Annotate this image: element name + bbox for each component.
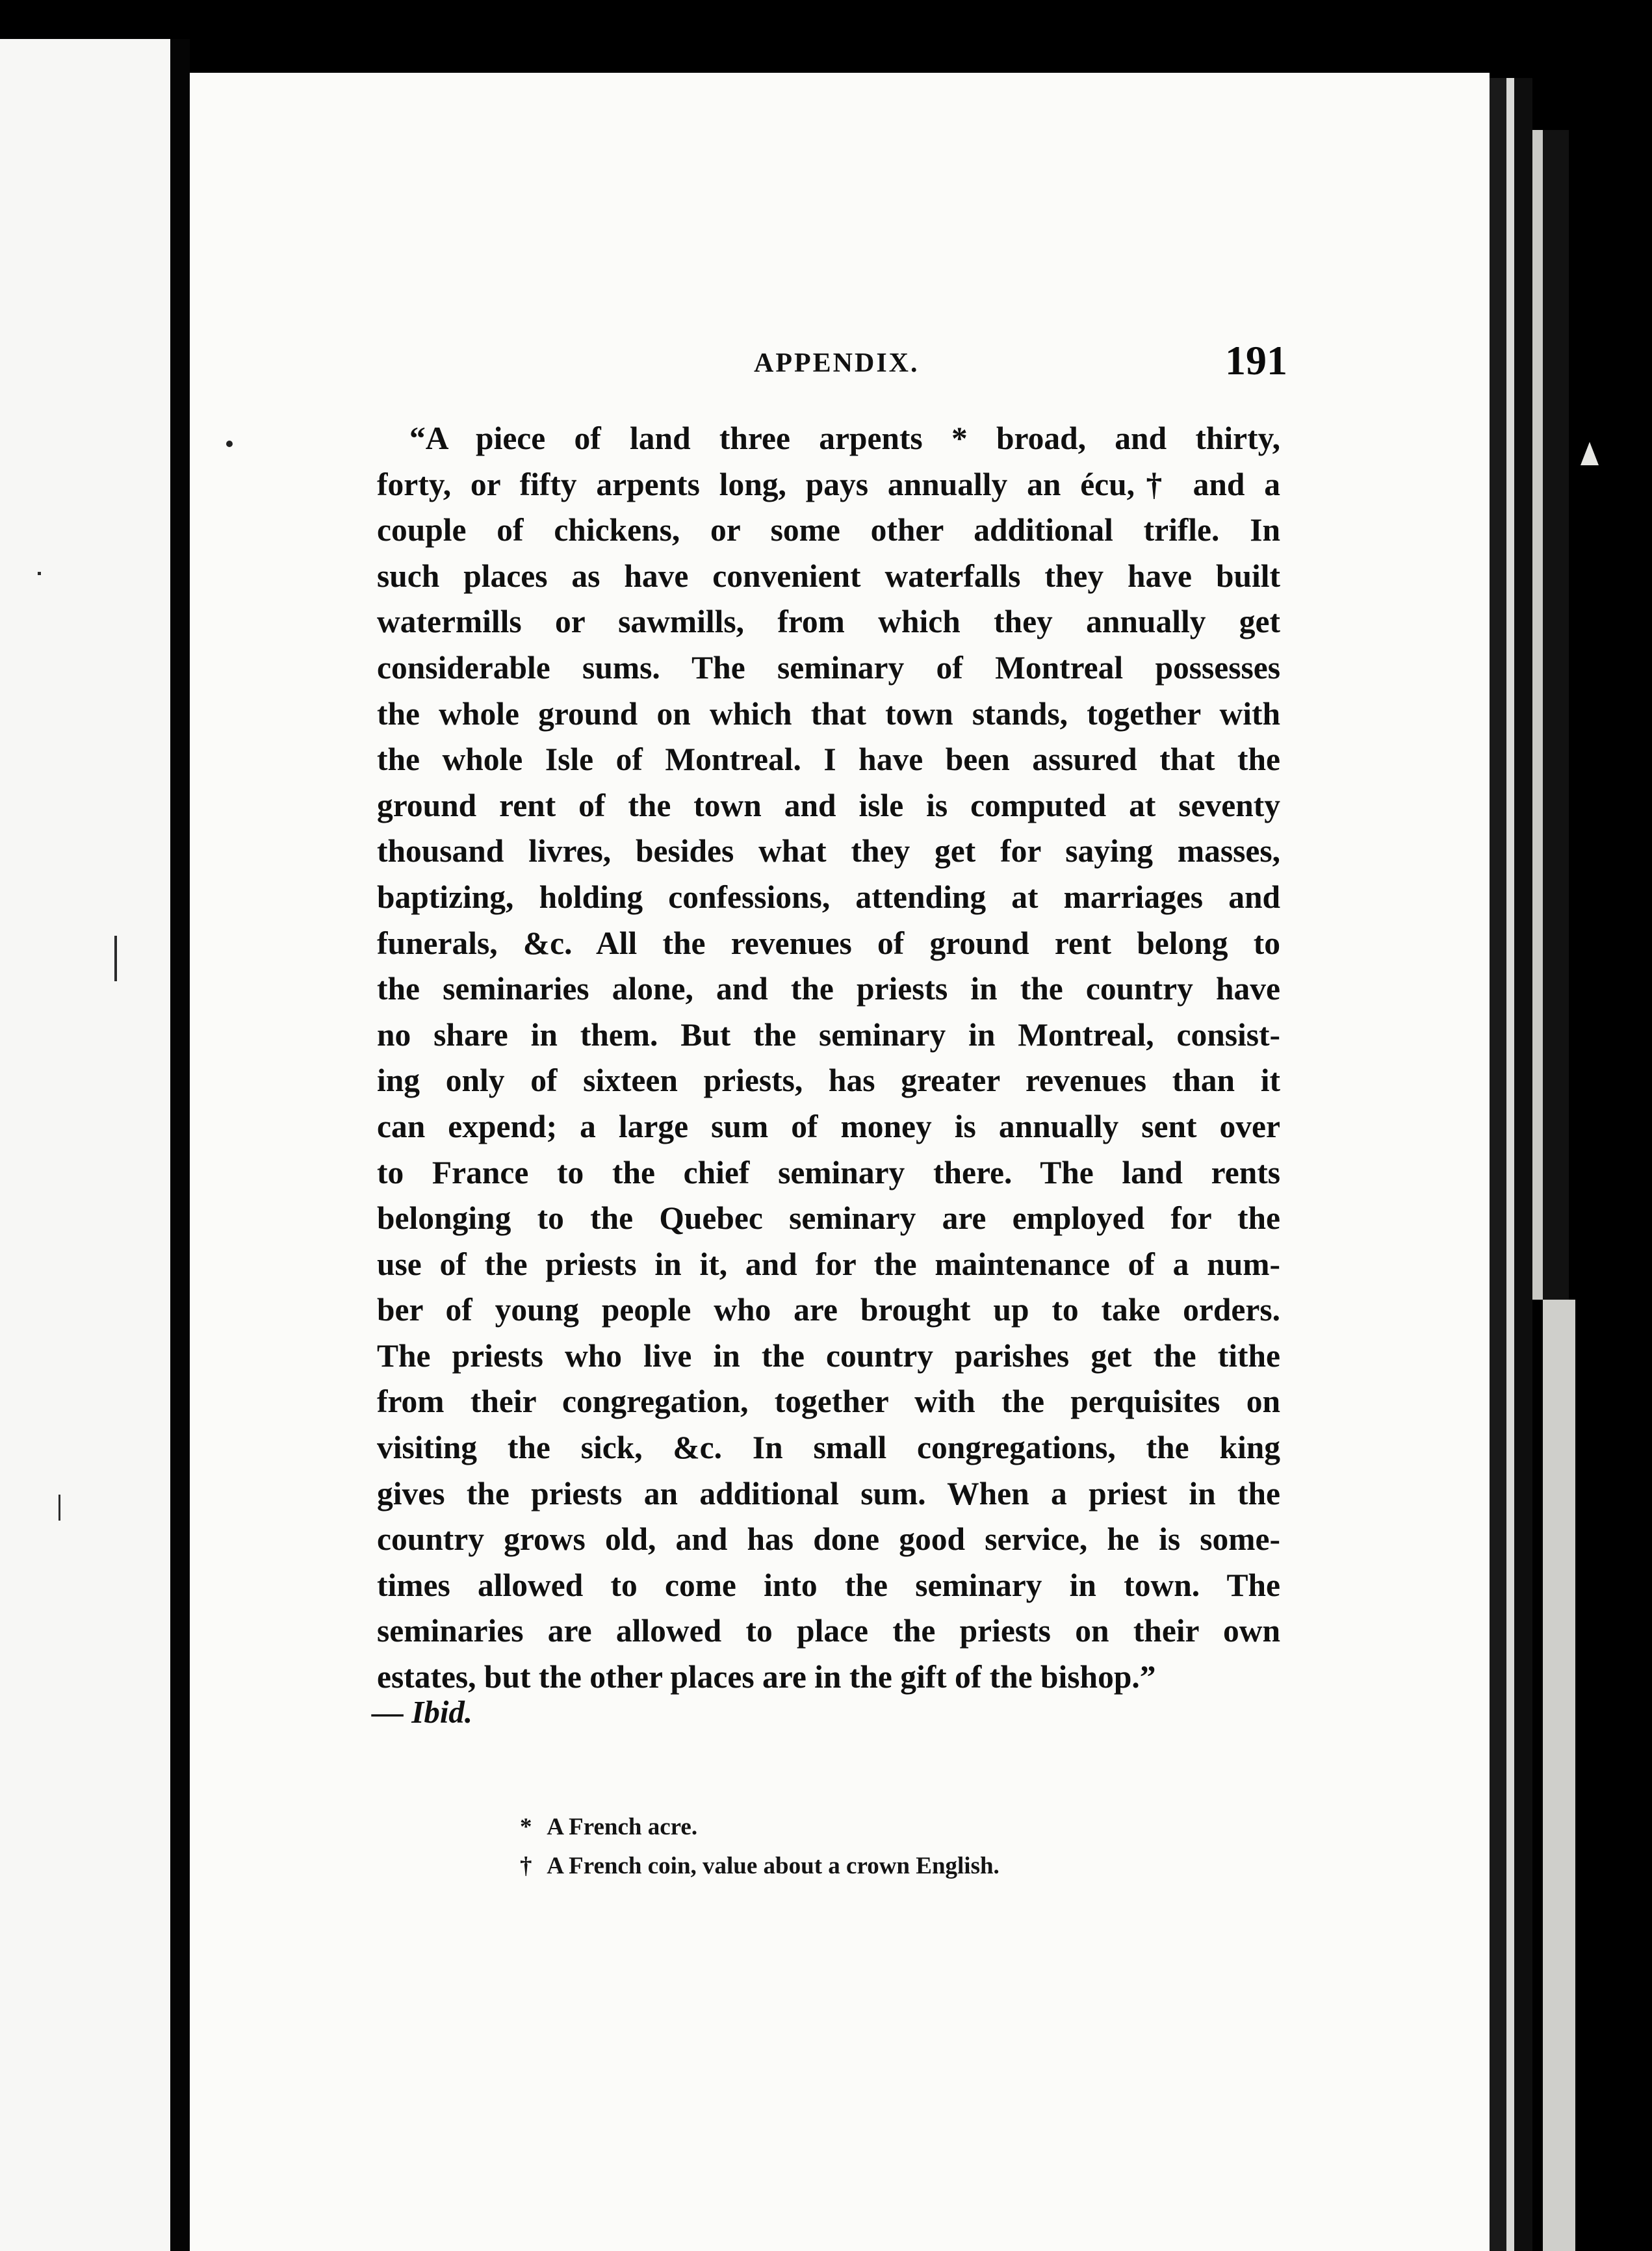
text-line: no share in them. But the seminary in Montreal, consist-: [377, 1016, 1280, 1053]
text-line: thousand livres, besides what they get for saying masses,: [377, 833, 1280, 869]
text-line: funerals, &c. All the revenues of ground rent belong to: [377, 925, 1280, 961]
text-line: couple of chickens, or some other additional trifle. In: [377, 512, 1280, 548]
text-line: watermills or sawmills, from which they annually get: [377, 604, 1280, 640]
text-line: use of the priests in it, and for the maintenance of a num-: [377, 1246, 1280, 1282]
margin-speck: [114, 936, 117, 981]
body-paragraph: [377, 416, 1280, 1701]
attribution: — Ibid.: [372, 1694, 473, 1730]
text-line: forty, or fifty arpents long, pays annually an écu,† and a: [377, 466, 1280, 502]
margin-speck: [58, 1495, 60, 1521]
running-head: APPENDIX.: [754, 348, 920, 378]
book-gutter: [170, 39, 190, 2251]
text-line: estates, but the other places are in the gift of the bishop.”: [377, 1659, 1156, 1695]
text-line: considerable sums. The seminary of Montreal possesses: [377, 649, 1280, 686]
text-line: country grows old, and has done good service, he is some-: [377, 1521, 1280, 1558]
text-line: the whole ground on which that town stands, together with: [377, 695, 1280, 732]
fore-edge-strip: [1490, 78, 1506, 2251]
text-line: times allowed to come into the seminary in town. The: [377, 1567, 1280, 1603]
fore-edge-strip: [1543, 1300, 1575, 2251]
text-line: belonging to the Quebec seminary are employed for the: [377, 1200, 1280, 1237]
footnote: [520, 1808, 1000, 1847]
text-line: seminaries are allowed to place the priests on their own: [377, 1613, 1280, 1649]
margin-speck: [38, 572, 41, 575]
text-line: such places as have convenient waterfalls they have built: [377, 558, 1280, 594]
fore-edge-strip: [1506, 78, 1514, 2251]
page-number: 191: [1225, 337, 1287, 383]
text-line: visiting the sick, &c. In small congregations, the king: [377, 1430, 1280, 1466]
text-line: ing only of sixteen priests, has greater revenues than it: [377, 1062, 1280, 1099]
text-line: can expend; a large sum of money is annually sent over: [377, 1108, 1280, 1144]
footnote-text: A French coin, value about a crown English.: [547, 1853, 1000, 1879]
fore-edge-strip: [1532, 130, 1543, 1300]
text-line: the seminaries alone, and the priests in the country have: [377, 971, 1280, 1007]
previous-page-edge: [0, 39, 170, 2251]
scan-background: [1575, 0, 1652, 2251]
text-line: gives the priests an additional sum. When a priest in the: [377, 1475, 1280, 1511]
text-line: “A piece of land three arpents * broad, and thirty,: [409, 420, 1280, 456]
page-tab-icon: [1581, 442, 1599, 465]
text-line: ground rent of the town and isle is computed at seventy: [377, 787, 1280, 823]
text-line: to France to the chief seminary there. The land rents: [377, 1154, 1280, 1190]
footnotes: [520, 1808, 1000, 1886]
text-line: from their congregation, together with the perquisites on: [377, 1383, 1280, 1420]
text-line: baptizing, holding confessions, attending at marriages and: [377, 879, 1280, 915]
footnote-text: A French acre.: [547, 1814, 698, 1840]
fore-edge-strip: [1514, 78, 1532, 2251]
footnote-mark: †: [520, 1853, 532, 1879]
text-line: the whole Isle of Montreal. I have been assured that the: [377, 741, 1280, 778]
footnote-mark: *: [520, 1814, 532, 1840]
stray-mark: [226, 441, 233, 447]
text-line: The priests who live in the country parishes get the tithe: [377, 1337, 1280, 1374]
footnote: [520, 1847, 1000, 1886]
text-line: ber of young people who are brought up to take orders.: [377, 1292, 1280, 1328]
